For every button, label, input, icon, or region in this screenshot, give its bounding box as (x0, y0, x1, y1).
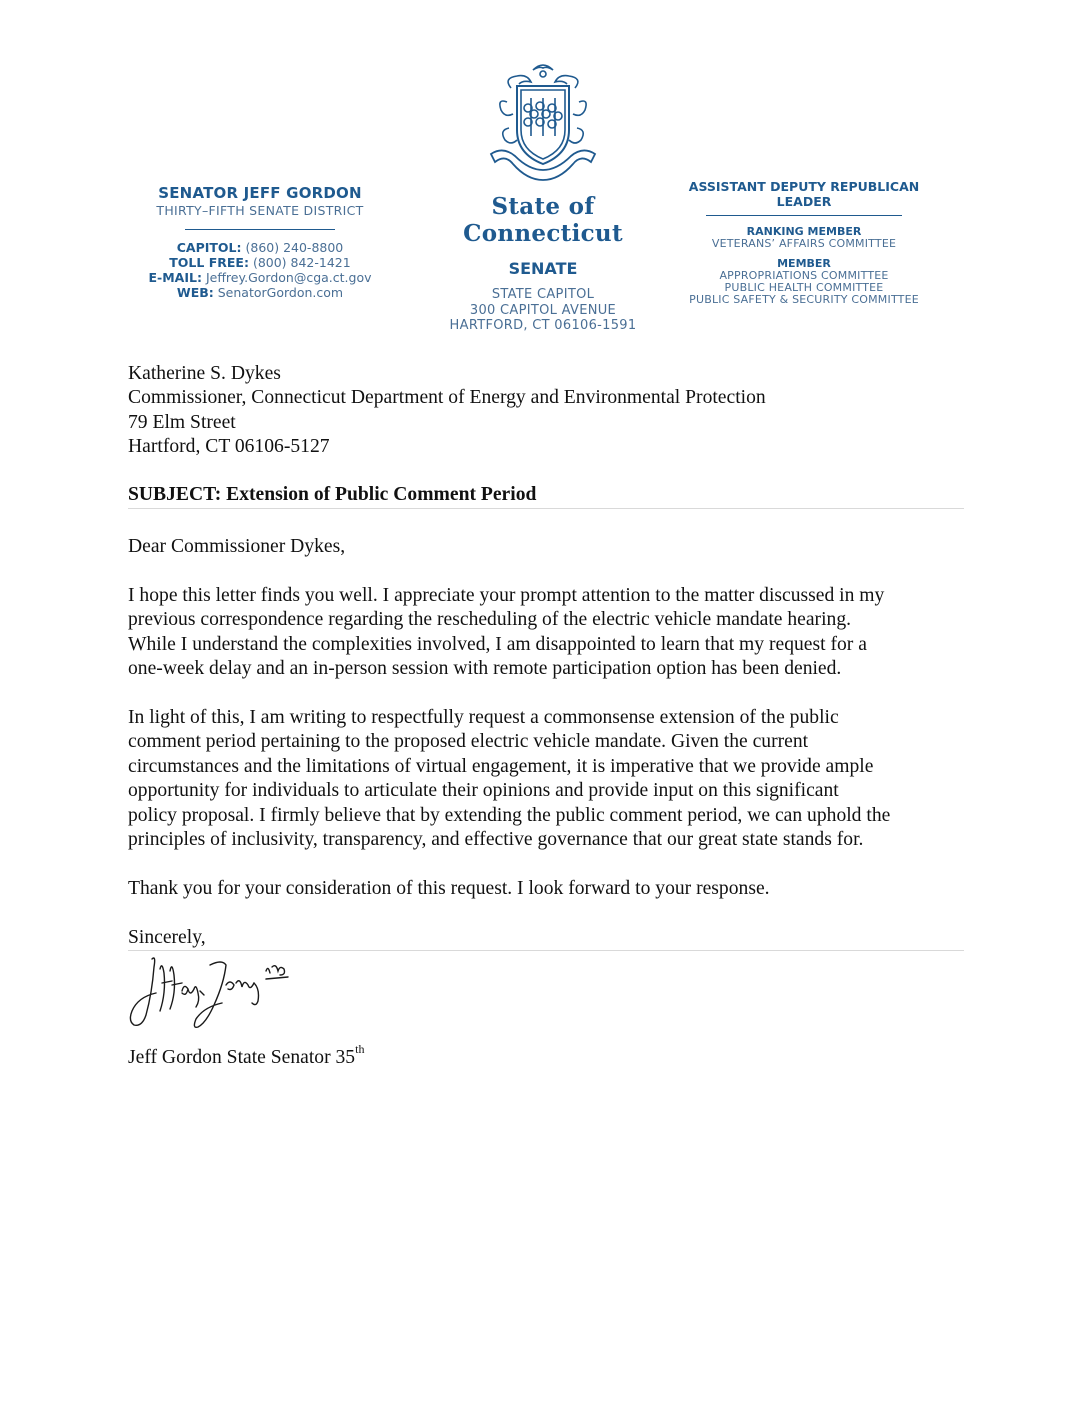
signature-name: Jeff Gordon State Senator 35th (128, 1042, 365, 1068)
web-contact: WEB: SenatorGordon.com (176, 285, 344, 300)
committee-veterans: VETERANS’ AFFAIRS COMMITTEE (711, 237, 897, 250)
divider (128, 950, 964, 951)
toll-free-phone: TOLL FREE: (800) 842-1421 (169, 255, 351, 270)
handwritten-signature (126, 953, 296, 1037)
chamber-title: SENATE (508, 259, 578, 278)
divider (706, 215, 902, 216)
capitol-address: STATE CAPITOL 300 CAPITOL AVENUE HARTFORD, CT 06106-1591 (449, 287, 637, 333)
recipient-street: 79 Elm Street (128, 411, 236, 433)
connecticut-seal-icon (473, 58, 613, 193)
state-name-wordmark: State of Connecticut (463, 193, 623, 247)
recipient-address (128, 362, 968, 460)
role-ranking-member: RANKING MEMBER (746, 225, 862, 238)
senator-contact-block (140, 184, 380, 300)
capitol-phone: CAPITOL: (860) 240-8800 (176, 240, 344, 255)
paragraph-2: In light of this, I am writing to respectfully request a commonsense extension of the public comment period pertaining to the proposed electric vehicle mandate. Given the current circumstances and the limitations of virtual engagement, it is imperative that we provide ample opportunity for individuals to articulate their opinions and provide input on this significant policy proposal. I firmly believe that by extending the public comment period, we can uphold the principles of inclusivity, transparency, and effective governance that our great state stands for. (128, 707, 891, 851)
divider (128, 508, 964, 509)
email-contact: E-MAIL: Jeffrey.Gordon@cga.ct.gov (148, 270, 372, 285)
committee-block (662, 179, 946, 306)
divider (185, 229, 335, 230)
paragraph-3: Thank you for your consideration of this request. I look forward to your response. (128, 878, 770, 899)
committee-appropriations: APPROPRIATIONS COMMITTEE (719, 269, 889, 282)
subject-line: SUBJECT: Extension of Public Comment Period (128, 484, 537, 505)
state-senate-block (425, 58, 661, 334)
paragraph-1: I hope this letter finds you well. I appreciate your prompt attention to the matter discussed in my previous correspondence regarding the rescheduling of the electric vehicle mandate hearing. While I understand the complexities involved, I am disappointed to learn that my request for a one-week delay and an in-person session with remote participation option has been denied. (128, 585, 885, 680)
closing: Sincerely, (128, 927, 206, 948)
recipient-title: Commissioner, Connecticut Department of Energy and Environmental Protection (128, 387, 766, 409)
committee-public-health: PUBLIC HEALTH COMMITTEE (724, 281, 884, 294)
leadership-title: ASSISTANT DEPUTY REPUBLICAN LEADER (688, 179, 920, 209)
senator-name: SENATOR JEFF GORDON (158, 184, 362, 202)
recipient-city: Hartford, CT 06106-5127 (128, 436, 330, 458)
role-member: MEMBER (777, 257, 831, 270)
senate-district: THIRTY–FIFTH SENATE DISTRICT (156, 203, 364, 218)
committee-public-safety: PUBLIC SAFETY & SECURITY COMMITTEE (689, 293, 919, 306)
letterhead (0, 0, 1088, 333)
recipient-name: Katherine S. Dykes (128, 363, 281, 384)
salutation: Dear Commissioner Dykes, (128, 536, 346, 557)
